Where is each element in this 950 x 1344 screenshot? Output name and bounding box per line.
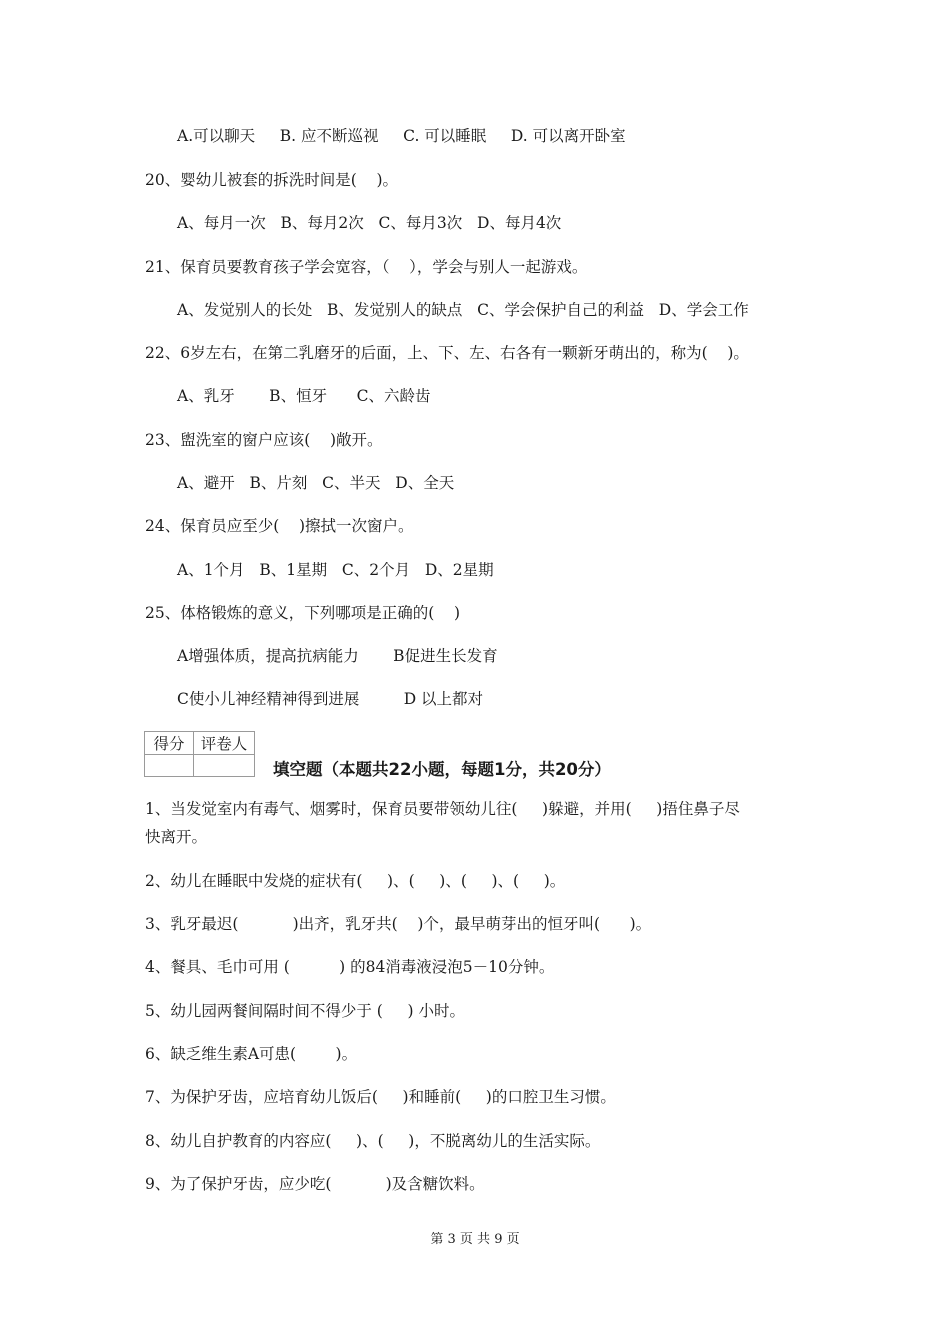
question-21: 21、保育员要教育孩子学会宽容，（ ），学会与别人一起游戏。	[145, 258, 588, 276]
grader-label: 评卷人	[194, 732, 255, 755]
q24-options: A、1个月 B、1星期 C、2个月 D、2星期	[177, 561, 494, 579]
blank-question-9: 9、为了保护牙齿，应少吃( )及含糖饮料。	[145, 1175, 485, 1193]
score-table	[144, 731, 255, 777]
score-cell	[145, 755, 194, 777]
question-23: 23、盥洗室的窗户应该( )敞开。	[145, 431, 383, 449]
q19-options: A.可以聊天 B. 应不断巡视 C. 可以睡眠 D. 可以离开卧室	[177, 127, 626, 145]
blank-question-1-cont: 快离开。	[145, 828, 208, 846]
blank-question-6: 6、缺乏维生素A可患( )。	[145, 1045, 358, 1063]
question-25: 25、体格锻炼的意义，下列哪项是正确的( )	[145, 604, 461, 622]
blank-question-3: 3、乳牙最迟( )出齐，乳牙共( )个，最早萌芽出的恒牙叫( )。	[145, 915, 652, 933]
q23-options: A、避开 B、片刻 C、半天 D、全天	[177, 474, 455, 492]
q25-options-ab: A增强体质，提高抗病能力 B促进生长发育	[177, 647, 498, 665]
q22-options: A、乳牙 B、恒牙 C、六龄齿	[177, 387, 431, 405]
question-20: 20、婴幼儿被套的拆洗时间是( )。	[145, 171, 399, 189]
question-22: 22、6岁左右，在第二乳磨牙的后面，上、下、左、右各有一颗新牙萌出的，称为( )。	[145, 344, 749, 362]
blank-question-7: 7、为保护牙齿，应培育幼儿饭后( )和睡前( )的口腔卫生习惯。	[145, 1088, 616, 1106]
q20-options: A、每月一次 B、每月2次 C、每月3次 D、每月4次	[177, 214, 562, 232]
blank-question-8: 8、幼儿自护教育的内容应( )、( )，不脱离幼儿的生活实际。	[145, 1132, 601, 1150]
section-title-fill-blank: 填空题（本题共22小题，每题1分，共20分）	[273, 760, 611, 779]
grader-cell	[194, 755, 255, 777]
question-24: 24、保育员应至少( )擦拭一次窗户。	[145, 517, 414, 535]
blank-question-2: 2、幼儿在睡眠中发烧的症状有( )、( )、( )、( )。	[145, 872, 566, 890]
q21-options: A、发觉别人的长处 B、发觉别人的缺点 C、学会保护自己的利益 D、学会工作	[177, 301, 749, 319]
blank-question-1: 1、当发觉室内有毒气、烟雾时，保育员要带领幼儿往( )躲避，并用( )捂住鼻子尽	[145, 800, 740, 818]
q25-options-cd: C使小儿神经精神得到进展 D 以上都对	[177, 690, 484, 708]
score-label: 得分	[145, 732, 194, 755]
page-number-footer: 第 3 页 共 9 页	[430, 1232, 520, 1247]
blank-question-4: 4、餐具、毛巾可用 ( ) 的84消毒液浸泡5－10分钟。	[145, 958, 555, 976]
blank-question-5: 5、幼儿园两餐间隔时间不得少于 ( ) 小时。	[145, 1002, 465, 1020]
